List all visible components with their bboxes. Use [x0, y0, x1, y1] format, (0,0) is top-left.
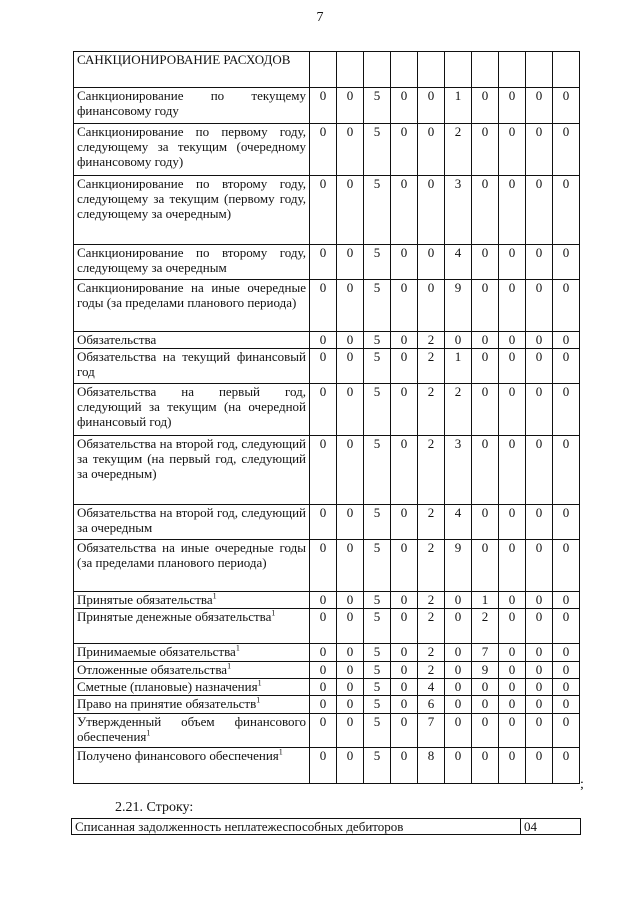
code-digit: 0: [310, 332, 337, 349]
code-digit: 0: [526, 88, 553, 124]
code-digit: 0: [418, 280, 445, 332]
code-digit: 0: [526, 748, 553, 784]
row-label: [74, 662, 310, 679]
code-digit: 9: [445, 540, 472, 592]
row-label-text: Санкционирование по первому году, следующему за текущим (очередному финансовому году): [77, 124, 306, 169]
row-label: [74, 384, 310, 436]
code-digit: [445, 52, 472, 88]
code-digit: 0: [526, 540, 553, 592]
code-digit: 0: [499, 384, 526, 436]
code-digit: 0: [391, 88, 418, 124]
table-row: [74, 696, 580, 714]
code-digit: 0: [310, 662, 337, 679]
code-digit: 0: [553, 349, 580, 384]
code-digit: 9: [472, 662, 499, 679]
code-digit: 0: [337, 245, 364, 280]
code-digit: 0: [445, 696, 472, 714]
trailing-semicolon: ;: [580, 777, 584, 792]
code-digit: [499, 52, 526, 88]
row-label-text: Утвержденный объем финансового обеспечения: [77, 714, 306, 744]
code-digit: 4: [445, 505, 472, 540]
code-digit: 0: [391, 644, 418, 662]
code-digit: 0: [445, 609, 472, 644]
code-digit: 5: [364, 540, 391, 592]
table-row: [74, 245, 580, 280]
code-digit: 5: [364, 436, 391, 505]
code-digit: 0: [310, 644, 337, 662]
code-digit: 0: [553, 124, 580, 176]
code-digit: 5: [364, 679, 391, 696]
code-digit: 0: [445, 679, 472, 696]
row-label: [74, 696, 310, 714]
code-digit: 0: [553, 88, 580, 124]
code-digit: 1: [445, 88, 472, 124]
code-digit: 0: [499, 124, 526, 176]
table-row: [74, 384, 580, 436]
row-label-text: Принятые обязательства: [77, 592, 213, 607]
code-digit: 0: [337, 436, 364, 505]
code-digit: 0: [526, 245, 553, 280]
footnote-marker: 1: [227, 661, 232, 671]
code-digit: 0: [499, 662, 526, 679]
row-label-text: Принятые денежные обязательства: [77, 609, 272, 624]
code-digit: 4: [418, 679, 445, 696]
code-digit: 0: [310, 748, 337, 784]
row-label-text: Санкционирование по второму году, следующему за текущим (первому году, следующему за очередным): [77, 176, 306, 221]
row-label: [74, 592, 310, 609]
code-digit: 2: [445, 124, 472, 176]
code-digit: 5: [364, 748, 391, 784]
code-digit: 5: [364, 644, 391, 662]
code-digit: 0: [310, 540, 337, 592]
code-digit: 7: [472, 644, 499, 662]
table-row: [74, 662, 580, 679]
code-digit: 0: [499, 540, 526, 592]
code-digit: 0: [418, 245, 445, 280]
row-label-text: Обязательства на текущий финансовый год: [77, 349, 306, 379]
table-row: [74, 748, 580, 784]
code-digit: 0: [499, 332, 526, 349]
code-digit: 0: [499, 714, 526, 748]
footnote-marker: 1: [146, 728, 151, 738]
row-label: [74, 245, 310, 280]
row-label-text: САНКЦИОНИРОВАНИЕ РАСХОДОВ: [77, 52, 291, 67]
table-row: [74, 505, 580, 540]
code-digit: 0: [472, 332, 499, 349]
code-digit: 0: [310, 384, 337, 436]
row-label: [74, 748, 310, 784]
row-label: [74, 609, 310, 644]
code-digit: 0: [499, 592, 526, 609]
account-codes-body: [74, 52, 580, 784]
table-row: [72, 819, 581, 835]
code-digit: 5: [364, 505, 391, 540]
code-digit: 0: [391, 662, 418, 679]
table-row: [74, 592, 580, 609]
code-digit: 5: [364, 88, 391, 124]
code-digit: 2: [418, 436, 445, 505]
code-digit: 0: [337, 609, 364, 644]
code-digit: 0: [445, 714, 472, 748]
code-digit: 0: [553, 592, 580, 609]
code-digit: 5: [364, 592, 391, 609]
page-number: 7: [316, 10, 324, 25]
code-digit: 0: [337, 714, 364, 748]
code-digit: 9: [445, 280, 472, 332]
table-row: [74, 124, 580, 176]
code-digit: 2: [418, 644, 445, 662]
code-digit: 0: [553, 696, 580, 714]
table-row: [74, 609, 580, 644]
section-heading: 2.21. Строку:: [115, 800, 194, 815]
row-label-text: Санкционирование по текущему финансовому году: [77, 88, 306, 118]
row-label-text: Отложенные обязательства: [77, 662, 228, 677]
code-digit: 0: [391, 436, 418, 505]
code-digit: 0: [391, 332, 418, 349]
code-digit: 0: [526, 696, 553, 714]
row-label: [74, 280, 310, 332]
code-digit: 0: [310, 714, 337, 748]
footnote-marker: 1: [256, 695, 261, 705]
code-digit: 0: [472, 245, 499, 280]
code-digit: 0: [310, 245, 337, 280]
code-digit: 0: [499, 245, 526, 280]
code-digit: 0: [445, 662, 472, 679]
account-codes-table: [73, 51, 580, 784]
code-digit: 0: [499, 644, 526, 662]
row-label-text: Обязательства на второй год, следующий за очередным: [77, 505, 306, 535]
code-digit: 0: [337, 349, 364, 384]
code-digit: 0: [418, 124, 445, 176]
footnote-marker: 1: [235, 643, 240, 653]
table-row: [74, 88, 580, 124]
code-digit: 0: [391, 748, 418, 784]
code-digit: 5: [364, 384, 391, 436]
code-digit: 0: [553, 714, 580, 748]
row-label: [74, 679, 310, 696]
code-digit: 7: [418, 714, 445, 748]
row-label: [74, 540, 310, 592]
code-digit: 5: [364, 696, 391, 714]
code-digit: 0: [526, 280, 553, 332]
code-digit: 0: [553, 280, 580, 332]
footnote-marker: 1: [271, 608, 276, 618]
code-digit: 0: [526, 332, 553, 349]
code-digit: 0: [391, 280, 418, 332]
code-digit: 0: [391, 679, 418, 696]
code-digit: 0: [553, 609, 580, 644]
code-digit: 8: [418, 748, 445, 784]
code-digit: 0: [499, 88, 526, 124]
code-digit: 0: [499, 436, 526, 505]
row-label: [74, 332, 310, 349]
code-digit: [472, 52, 499, 88]
code-digit: 1: [445, 349, 472, 384]
code-digit: 2: [445, 384, 472, 436]
code-digit: 5: [364, 662, 391, 679]
code-digit: 0: [553, 679, 580, 696]
code-digit: 0: [472, 349, 499, 384]
code-digit: 0: [472, 88, 499, 124]
code-digit: 0: [418, 176, 445, 245]
code-digit: 0: [337, 679, 364, 696]
code-digit: 0: [337, 124, 364, 176]
code-digit: 5: [364, 349, 391, 384]
code-digit: 5: [364, 124, 391, 176]
row-label: Списанная задолженность неплатежеспособных дебиторов: [72, 819, 521, 835]
code-digit: [418, 52, 445, 88]
row-label-text: Обязательства на первый год, следующий за текущим (на очередной финансовый год): [77, 384, 306, 429]
code-digit: 5: [364, 714, 391, 748]
footnote-marker: 1: [278, 747, 283, 757]
code-digit: 0: [472, 436, 499, 505]
row-label-text: Право на принятие обязательств: [77, 696, 257, 711]
code-digit: 0: [499, 748, 526, 784]
code-digit: 5: [364, 609, 391, 644]
table-row: [74, 176, 580, 245]
code-digit: 0: [472, 696, 499, 714]
code-digit: 3: [445, 176, 472, 245]
code-digit: 0: [337, 505, 364, 540]
row-label: [74, 176, 310, 245]
code-digit: 0: [526, 176, 553, 245]
code-digit: 5: [364, 280, 391, 332]
code-digit: 4: [445, 245, 472, 280]
code-digit: 0: [337, 384, 364, 436]
code-digit: 0: [337, 748, 364, 784]
code-digit: 0: [499, 349, 526, 384]
code-digit: 0: [472, 679, 499, 696]
code-digit: 5: [364, 245, 391, 280]
code-digit: 0: [445, 644, 472, 662]
code-digit: 0: [391, 384, 418, 436]
code-digit: 0: [472, 384, 499, 436]
row-label-text: Обязательства: [77, 332, 157, 347]
code-digit: 0: [472, 280, 499, 332]
code-digit: 0: [337, 332, 364, 349]
table-row: [74, 52, 580, 88]
code-digit: 0: [526, 349, 553, 384]
code-digit: 0: [553, 662, 580, 679]
code-digit: 0: [499, 696, 526, 714]
code-digit: 2: [418, 662, 445, 679]
code-digit: [364, 52, 391, 88]
code-digit: 0: [310, 696, 337, 714]
code-digit: 0: [472, 176, 499, 245]
code-digit: 1: [472, 592, 499, 609]
code-digit: 0: [310, 280, 337, 332]
table-row: [74, 540, 580, 592]
row-label-text: Получено финансового обеспечения: [77, 748, 279, 763]
code-digit: 0: [337, 644, 364, 662]
code-digit: 6: [418, 696, 445, 714]
code-digit: 2: [418, 332, 445, 349]
code-digit: 0: [526, 384, 553, 436]
code-digit: 2: [418, 384, 445, 436]
replacement-row-table: [71, 818, 581, 835]
code-digit: 0: [553, 644, 580, 662]
code-digit: 0: [310, 679, 337, 696]
code-digit: [310, 52, 337, 88]
code-digit: 0: [553, 505, 580, 540]
code-digit: 0: [445, 748, 472, 784]
code-digit: 0: [391, 245, 418, 280]
row-label-text: Принимаемые обязательства: [77, 644, 236, 659]
code-digit: 0: [337, 696, 364, 714]
footnote-marker: 1: [257, 678, 262, 688]
code-digit: 0: [310, 436, 337, 505]
code-digit: 0: [391, 592, 418, 609]
code-digit: 0: [499, 176, 526, 245]
code-digit: 0: [526, 679, 553, 696]
row-label: [74, 349, 310, 384]
table-row: [74, 280, 580, 332]
code-digit: 0: [310, 609, 337, 644]
code-digit: 3: [445, 436, 472, 505]
table-row: [74, 332, 580, 349]
table-row: [74, 679, 580, 696]
code-digit: 0: [337, 176, 364, 245]
code-digit: 2: [472, 609, 499, 644]
row-label-text: Сметные (плановые) назначения: [77, 679, 258, 694]
code-digit: 0: [310, 176, 337, 245]
code-digit: 0: [526, 662, 553, 679]
code-digit: 0: [553, 540, 580, 592]
code-digit: 0: [391, 696, 418, 714]
code-digit: 0: [553, 245, 580, 280]
code-digit: 0: [391, 540, 418, 592]
code-digit: 0: [418, 88, 445, 124]
code-digit: 0: [472, 714, 499, 748]
code-digit: 0: [526, 124, 553, 176]
table-row: [74, 436, 580, 505]
code-digit: 0: [526, 644, 553, 662]
table-row: [74, 349, 580, 384]
row-label-text: Санкционирование на иные очередные годы (за пределами планового периода): [77, 280, 306, 310]
code-digit: 0: [499, 280, 526, 332]
code-digit: 0: [526, 505, 553, 540]
table-row: [74, 644, 580, 662]
row-label: [74, 644, 310, 662]
code-digit: 0: [391, 176, 418, 245]
code-digit: 0: [553, 748, 580, 784]
code-digit: 0: [391, 609, 418, 644]
code-digit: 0: [310, 124, 337, 176]
code-digit: 0: [472, 505, 499, 540]
code-digit: 5: [364, 332, 391, 349]
code-digit: 0: [553, 176, 580, 245]
code-digit: 0: [553, 436, 580, 505]
row-label-text: Обязательства на второй год, следующий за текущим (на первый год, следующий за очередным): [77, 436, 306, 481]
row-label: [74, 88, 310, 124]
code-digit: 0: [310, 88, 337, 124]
code-digit: 2: [418, 505, 445, 540]
code-digit: 5: [364, 176, 391, 245]
code-digit: 0: [553, 332, 580, 349]
row-label: [74, 436, 310, 505]
code-digit: 0: [445, 332, 472, 349]
row-label: [74, 124, 310, 176]
table-row: [74, 714, 580, 748]
code-digit: 0: [337, 540, 364, 592]
code-digit: 0: [337, 280, 364, 332]
code-digit: 0: [526, 609, 553, 644]
code-digit: 2: [418, 349, 445, 384]
code-digit: 2: [418, 609, 445, 644]
code-digit: 0: [526, 714, 553, 748]
footnote-marker: 1: [212, 591, 217, 601]
code-digit: 0: [310, 505, 337, 540]
row-label-text: Обязательства на иные очередные годы (за пределами планового периода): [77, 540, 306, 570]
code-digit: 0: [499, 679, 526, 696]
code-digit: [391, 52, 418, 88]
row-label: [74, 505, 310, 540]
code-digit: 0: [337, 88, 364, 124]
code-digit: 0: [310, 349, 337, 384]
code-digit: 0: [337, 662, 364, 679]
code-digit: 0: [445, 592, 472, 609]
code-digit: 0: [391, 349, 418, 384]
code-digit: 0: [526, 436, 553, 505]
code-digit: 0: [499, 505, 526, 540]
code-digit: 0: [310, 592, 337, 609]
code-digit: 0: [391, 714, 418, 748]
code-digit: 0: [499, 609, 526, 644]
code-digit: [553, 52, 580, 88]
code-digit: 2: [418, 592, 445, 609]
code-digit: 2: [418, 540, 445, 592]
row-code: 04: [521, 819, 581, 835]
code-digit: 0: [553, 384, 580, 436]
code-digit: 0: [391, 505, 418, 540]
code-digit: 0: [472, 540, 499, 592]
code-digit: 0: [526, 592, 553, 609]
code-digit: [337, 52, 364, 88]
row-label: [74, 714, 310, 748]
code-digit: 0: [472, 124, 499, 176]
code-digit: 0: [391, 124, 418, 176]
row-label-text: Санкционирование по второму году, следующему за очередным: [77, 245, 306, 275]
row-label: [74, 52, 310, 88]
code-digit: [526, 52, 553, 88]
code-digit: 0: [337, 592, 364, 609]
code-digit: 0: [472, 748, 499, 784]
